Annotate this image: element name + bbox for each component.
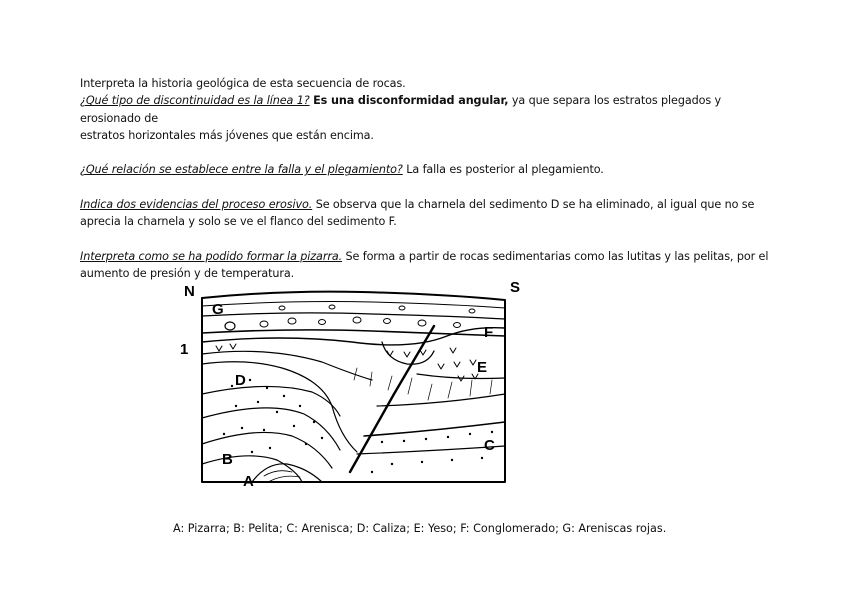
- cross-section-svg: [172, 276, 532, 490]
- answer-3-line-2: aprecia la charnela y solo se ve el flanco del sedimento F.: [80, 215, 397, 229]
- section-frame: [202, 298, 505, 482]
- label-north: N: [184, 283, 195, 300]
- question-3: [80, 196, 770, 213]
- label-f: F: [484, 324, 494, 341]
- fold-layer-4: [202, 386, 340, 416]
- label-south: S: [510, 279, 521, 296]
- question-3-text: Indica dos evidencias del proceso erosivo.: [80, 198, 313, 212]
- question-4: [80, 248, 770, 265]
- layer-d-base: [377, 394, 505, 406]
- answer-4-line-2: aumento de presión y de temperatura.: [80, 267, 295, 281]
- label-e: E: [477, 359, 488, 376]
- question-4-text: Interpreta como se ha podido formar la pizarra.: [80, 249, 343, 263]
- geological-cross-section: [172, 276, 532, 490]
- question-2-text: ¿Qué relación se establece entre la falla y el plegamiento?: [80, 163, 403, 177]
- limestone-joints: [354, 368, 492, 400]
- answer-1-bold: Es una disconformidad angular,: [313, 94, 509, 108]
- layer-c-top: [364, 422, 505, 436]
- answer-1-rest: ya que separa los estratos plegados y erosionado de: [80, 94, 722, 125]
- question-2: [80, 161, 770, 178]
- fold-layer-5: [202, 408, 340, 450]
- label-d: D: [235, 372, 246, 389]
- label-g: G: [212, 301, 224, 318]
- layer-g-base: [202, 302, 505, 309]
- legend-caption: A: Pizarra; B: Pelita; C: Arenisca; D: Caliza; E: Yeso; F: Conglomerado; G: Areniscas rojas.: [173, 522, 667, 535]
- answer-4-line-1: Se forma a partir de rocas sedimentarias como las lutitas y las pelitas, por el: [342, 249, 769, 263]
- intro-line: Interpreta la historia geológica de esta secuencia de rocas.: [80, 77, 406, 90]
- label-c: C: [484, 437, 495, 454]
- fold-layer-2: [202, 351, 372, 380]
- layer-e-base: [417, 374, 505, 379]
- discontinuity-line-1: [202, 330, 505, 336]
- fault-line: [350, 326, 434, 472]
- surface-g-top: [202, 292, 505, 300]
- question-1-text: ¿Qué tipo de discontinuidad es la línea 1?: [80, 94, 310, 108]
- label-line-1: 1: [180, 341, 189, 358]
- answer-1-line-2: estratos horizontales más jóvenes que están encima.: [80, 128, 374, 142]
- question-1: [80, 92, 770, 127]
- label-b: B: [222, 451, 233, 468]
- answer-2: La falla es posterior al plegamiento.: [406, 163, 604, 177]
- layer-c-base: [357, 446, 505, 454]
- text-block: [80, 75, 770, 283]
- label-a: A: [243, 473, 254, 490]
- answer-3-line-1: Se observa que la charnela del sedimento D se ha eliminado, al igual que no se: [312, 198, 755, 212]
